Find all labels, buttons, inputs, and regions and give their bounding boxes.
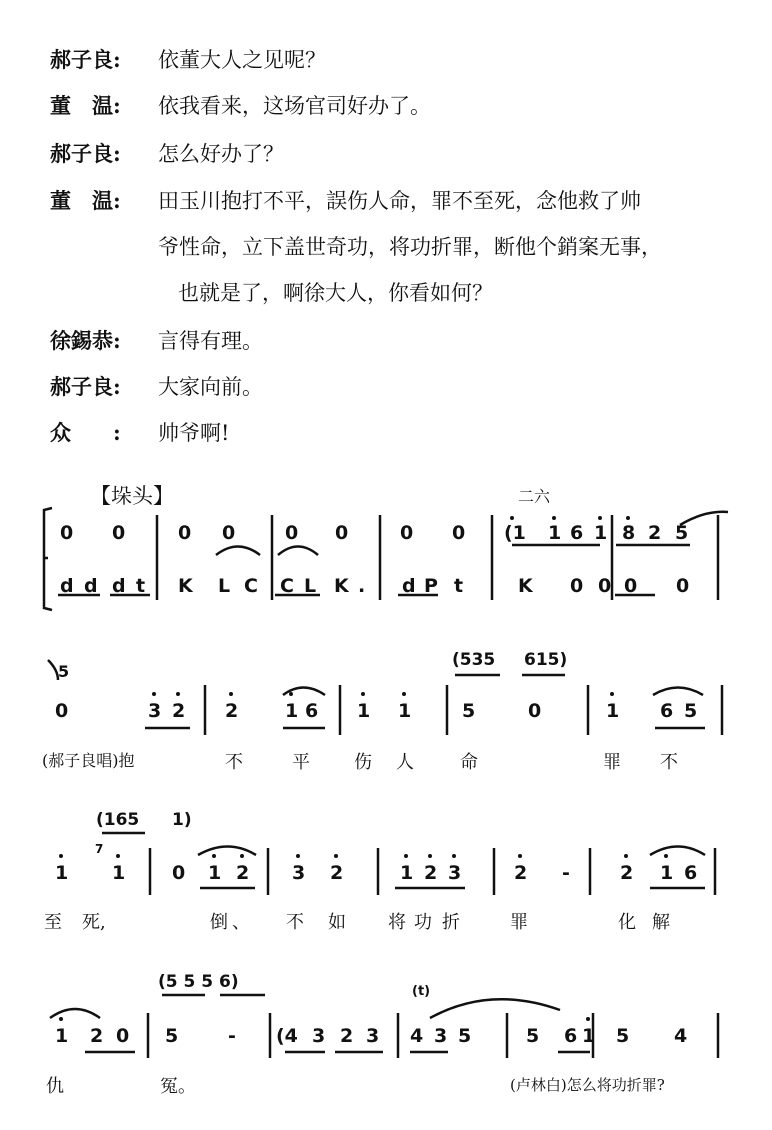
instrumental-phrase: 615) <box>524 650 568 670</box>
percussion-symbol: P <box>424 575 438 597</box>
note: 5 <box>458 1025 472 1047</box>
instrumental-phrase: (5 5 5 6) <box>158 972 239 992</box>
note: 6 <box>564 1025 578 1047</box>
dialogue-line: 依我看来，这场官司好办了。 <box>158 94 431 118</box>
note: 0 <box>598 575 612 597</box>
section-label: 【垛头】 <box>90 484 174 508</box>
lyric: 、 <box>232 912 250 933</box>
dash: - <box>228 1025 236 1047</box>
note: 1 <box>398 700 412 722</box>
note: 0 <box>335 522 349 544</box>
lyric: 冤。 <box>160 1076 196 1097</box>
dash: - <box>562 862 570 884</box>
note: 1 <box>606 700 620 722</box>
note: 2 <box>514 862 528 884</box>
instrumental-phrase: 1) <box>172 810 192 830</box>
note: 8 <box>622 522 636 544</box>
speaker: 董 温: <box>50 93 121 118</box>
note: 2 <box>90 1025 104 1047</box>
speaker: 众 : <box>50 420 121 445</box>
note: 5 <box>462 700 476 722</box>
lyric: 不 <box>660 752 678 773</box>
dialogue-line: 爷性命，立下盖世奇功，将功折罪，断他个銷案无事， <box>158 235 662 259</box>
note: 1 <box>357 700 371 722</box>
note: 5 <box>684 700 698 722</box>
speaker: 郝子良: <box>50 374 121 399</box>
note: 0 <box>55 700 69 722</box>
lyric: 仇 <box>46 1076 64 1097</box>
percussion-symbol: L <box>304 575 317 597</box>
percussion-symbol: d <box>402 575 416 597</box>
note: 0 <box>528 700 542 722</box>
note: 5 <box>165 1025 179 1047</box>
instrumental-phrase: (535 <box>452 650 496 670</box>
note: 1 <box>400 862 414 884</box>
lyric: 罪 <box>510 912 528 933</box>
instrumental-phrase: (165 <box>96 810 140 830</box>
percussion-symbol: C <box>280 575 294 597</box>
note: 2 <box>648 522 662 544</box>
note: 0 <box>570 575 584 597</box>
note: 6 <box>305 700 319 722</box>
lyric: 倒 <box>210 912 228 933</box>
note: 5 <box>616 1025 630 1047</box>
note: 0 <box>172 862 186 884</box>
lyric: 命 <box>460 752 478 773</box>
tied-note: 5 <box>58 662 70 681</box>
note: 1 <box>548 522 562 544</box>
percussion-symbol: d <box>84 575 98 597</box>
lyric: 不 <box>286 912 304 933</box>
lyric: 罪 <box>603 752 621 773</box>
dialogue-line: 帅爷啊! <box>158 421 230 445</box>
note: 0 <box>116 1025 130 1047</box>
note: 3 <box>148 700 162 722</box>
note: 6 <box>660 700 674 722</box>
note: 2 <box>225 700 239 722</box>
note: 0 <box>178 522 192 544</box>
note: 3 <box>366 1025 380 1047</box>
percussion-symbol: d <box>112 575 126 597</box>
lyric: 至 <box>44 912 62 933</box>
speaker: 郝子良: <box>50 141 121 166</box>
note: 1 <box>55 1025 69 1047</box>
note: 5 <box>675 522 689 544</box>
note: 5 <box>526 1025 540 1047</box>
speaker: 徐錫恭: <box>50 328 121 353</box>
percussion-symbol: t <box>454 575 464 597</box>
note: 6 <box>684 862 698 884</box>
percussion-symbol: K <box>178 575 193 597</box>
lyric: 折 <box>442 912 460 933</box>
note: 0 <box>60 522 74 544</box>
dialogue-line: 也就是了，啊徐大人，你看如何？ <box>178 281 493 305</box>
speaker: 郝子良: <box>50 47 121 72</box>
lyric: 死, <box>82 912 106 933</box>
percussion-symbol: . <box>358 575 366 597</box>
note: 2 <box>340 1025 354 1047</box>
percussion-mark: (t) <box>412 984 431 999</box>
note: (1 <box>504 522 526 544</box>
dialogue-line: 言得有理。 <box>158 329 263 353</box>
note: 1 <box>582 1025 596 1047</box>
lyric: 不 <box>225 752 243 773</box>
note: 1 <box>660 862 674 884</box>
note: 1 <box>594 522 608 544</box>
note: 4 <box>674 1025 688 1047</box>
note: 4 <box>410 1025 424 1047</box>
meter-label: 二六 <box>518 487 551 506</box>
note: 3 <box>292 862 306 884</box>
lyric: 伤 <box>354 752 372 773</box>
note: 0 <box>400 522 414 544</box>
lyric: 平 <box>292 752 310 773</box>
percussion-symbol: d <box>60 575 74 597</box>
note: 2 <box>330 862 344 884</box>
note: 2 <box>424 862 438 884</box>
note: 6 <box>570 522 584 544</box>
note: 2 <box>172 700 186 722</box>
percussion-symbol: t <box>136 575 146 597</box>
note: 3 <box>448 862 462 884</box>
note: 1 <box>55 862 69 884</box>
note: 3 <box>312 1025 326 1047</box>
dialogue-line: 大家向前。 <box>158 375 263 399</box>
grace-note: 7 <box>95 842 104 856</box>
note: 0 <box>112 522 126 544</box>
spoken-line: (卢林白)怎么将功折罪? <box>510 1076 665 1094</box>
lyric: (郝子良唱)抱 <box>42 751 135 770</box>
note: 1 <box>112 862 126 884</box>
percussion-symbol: C <box>244 575 258 597</box>
note: 0 <box>222 522 236 544</box>
note: 0 <box>676 575 690 597</box>
note: 3 <box>434 1025 448 1047</box>
speaker: 董 温: <box>50 188 121 213</box>
dialogue-line: 依董大人之见呢？ <box>158 48 326 72</box>
percussion-symbol: L <box>218 575 231 597</box>
dialogue-line: 怎么好办了？ <box>158 142 284 166</box>
lyric: 将 <box>388 912 406 933</box>
note: 0 <box>624 575 638 597</box>
note: 0 <box>285 522 299 544</box>
percussion-symbol: K <box>518 575 533 597</box>
note: 2 <box>620 862 634 884</box>
lyric: 如 <box>328 912 346 933</box>
lyric: 化 <box>618 912 636 933</box>
lyric: 功 <box>414 912 432 933</box>
note: 1 <box>208 862 222 884</box>
lyric: 解 <box>652 912 670 933</box>
note: 1 <box>285 700 299 722</box>
note: 0 <box>452 522 466 544</box>
lyric: 人 <box>396 752 414 773</box>
note: 2 <box>236 862 250 884</box>
note: (4 <box>276 1025 298 1047</box>
percussion-symbol: K <box>334 575 349 597</box>
dialogue-line: 田玉川抱打不平，誤伤人命，罪不至死，念他救了帅 <box>158 189 641 213</box>
